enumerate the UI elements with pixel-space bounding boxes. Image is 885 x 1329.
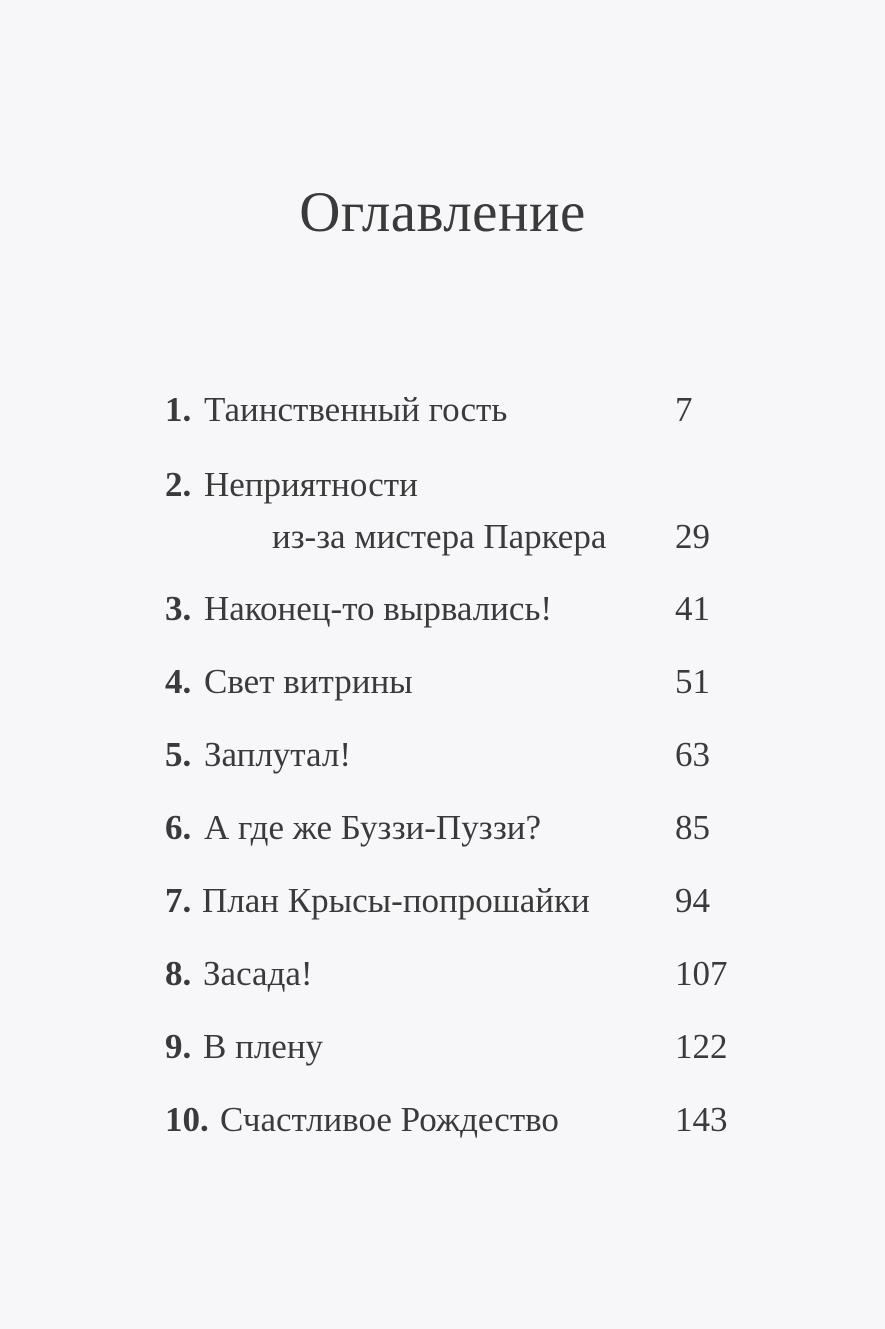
entry-page-number: 29: [675, 517, 710, 556]
entry-title: Неприятности: [204, 465, 418, 504]
entry-title: В плену: [203, 1027, 324, 1066]
entry-title: Наконец-то вырвались!: [204, 589, 553, 628]
entry-number: 6.: [165, 808, 192, 847]
entry-number: 2.: [165, 465, 192, 504]
toc-entry-2[interactable]: [0, 463, 885, 559]
entry-page-number: 7: [675, 390, 693, 429]
entry-title-continuation: из-за мистера Паркера: [272, 517, 607, 556]
entry-page-number: 107: [675, 954, 728, 993]
entry-title: Счастливое Рождество: [220, 1100, 559, 1139]
entry-number: 1.: [165, 390, 192, 429]
entry-title: Заплутал!: [204, 735, 351, 774]
entry-number: 7.: [165, 881, 192, 920]
entry-number: 8.: [165, 954, 192, 993]
entry-number: 3.: [165, 589, 192, 628]
entry-page-number: 122: [675, 1027, 728, 1066]
entry-number: 10.: [165, 1100, 209, 1139]
entry-title: Засада!: [203, 954, 313, 993]
entry-title: Таинственный гость: [204, 390, 508, 429]
entry-title: А где же Буззи-Пуззи?: [204, 808, 542, 847]
entry-title: План Крысы-попрошайки: [202, 881, 590, 920]
entry-page-number: 85: [675, 808, 710, 847]
page-title: Оглавление: [299, 181, 586, 244]
entry-title: Свет витрины: [204, 662, 413, 701]
entry-page-number: 41: [675, 589, 710, 628]
entry-number: 4.: [165, 662, 192, 701]
entry-page-number: 143: [675, 1100, 728, 1139]
entry-page-number: 63: [675, 735, 710, 774]
entry-number: 5.: [165, 735, 192, 774]
entry-number: 9.: [165, 1027, 192, 1066]
entry-page-number: 94: [675, 881, 710, 920]
entry-page-number: 51: [675, 662, 710, 701]
